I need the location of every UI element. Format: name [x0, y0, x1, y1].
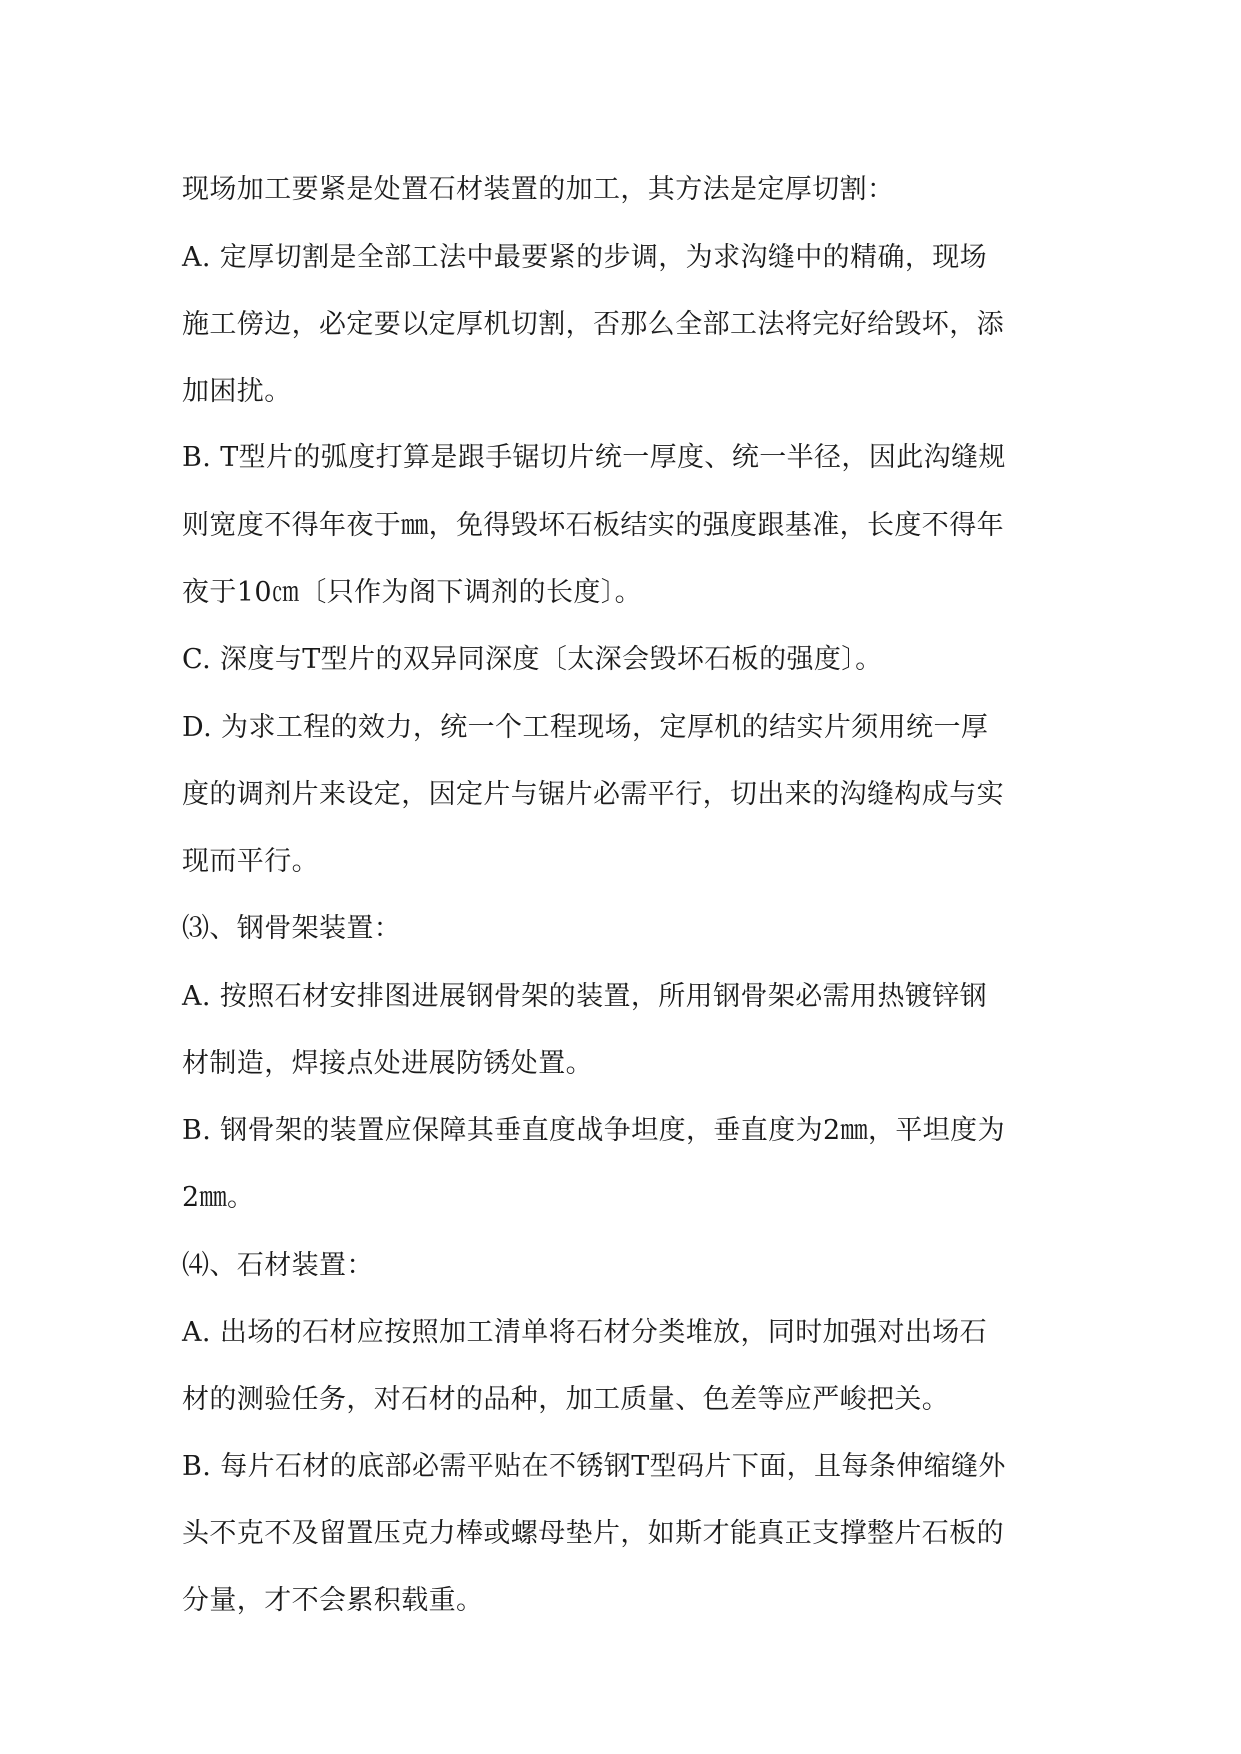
text-line: 2㎜。: [182, 1182, 255, 1213]
text-line: 现场加工要紧是处置石材装置的加工，其方法是定厚切割：: [182, 174, 895, 205]
text-line: B. 每片石材的底部必需平贴在不锈钢T型码片下面，且每条伸缩缝外: [182, 1451, 1006, 1482]
text-line: 头不克不及留置压克力棒或螺母垫片，如斯才能真正支撑整片石板的: [182, 1518, 1004, 1549]
text-line: 材的测验任务，对石材的品种，加工质量、色差等应严峻把关。: [182, 1384, 950, 1415]
text-line: A. 出场的石材应按照加工清单将石材分类堆放，同时加强对出场石: [182, 1317, 988, 1348]
text-line: 材制造，焊接点处进展防锈处置。: [182, 1048, 593, 1079]
section-heading: ⑷、石材装置：: [182, 1250, 374, 1281]
text-line: 则宽度不得年夜于㎜，免得毁坏石板结实的强度跟基准，长度不得年: [182, 510, 1004, 541]
text-line: 夜于10㎝〔只作为阁下调剂的长度〕。: [182, 577, 643, 608]
text-line: B. 钢骨架的装置应保障其垂直度战争坦度，垂直度为2㎜，平坦度为: [182, 1115, 1005, 1146]
text-line: A. 定厚切割是全部工法中最要紧的步调，为求沟缝中的精确，现场: [182, 242, 988, 273]
text-line: A. 按照石材安排图进展钢骨架的装置，所用钢骨架必需用热镀锌钢: [182, 981, 988, 1012]
text-line: 施工傍边，必定要以定厚机切割，否那么全部工法将完好给毁坏，添: [182, 309, 1004, 340]
text-line: 度的调剂片来设定，因定片与锯片必需平行，切出来的沟缝构成与实: [182, 779, 1004, 810]
text-line: B. T型片的弧度打算是跟手锯切片统一厚度、统一半径，因此沟缝规: [182, 442, 1006, 473]
text-line: 加困扰。: [182, 376, 292, 407]
text-line: D. 为求工程的效力，统一个工程现场，定厚机的结实片须用统一厚: [182, 712, 989, 743]
text-line: 分量，才不会累积载重。: [182, 1585, 484, 1616]
text-line: C. 深度与T型片的双异同深度〔太深会毁坏石板的强度〕。: [182, 644, 883, 675]
section-heading: ⑶、钢骨架装置：: [182, 913, 402, 944]
text-line: 现而平行。: [182, 846, 319, 877]
